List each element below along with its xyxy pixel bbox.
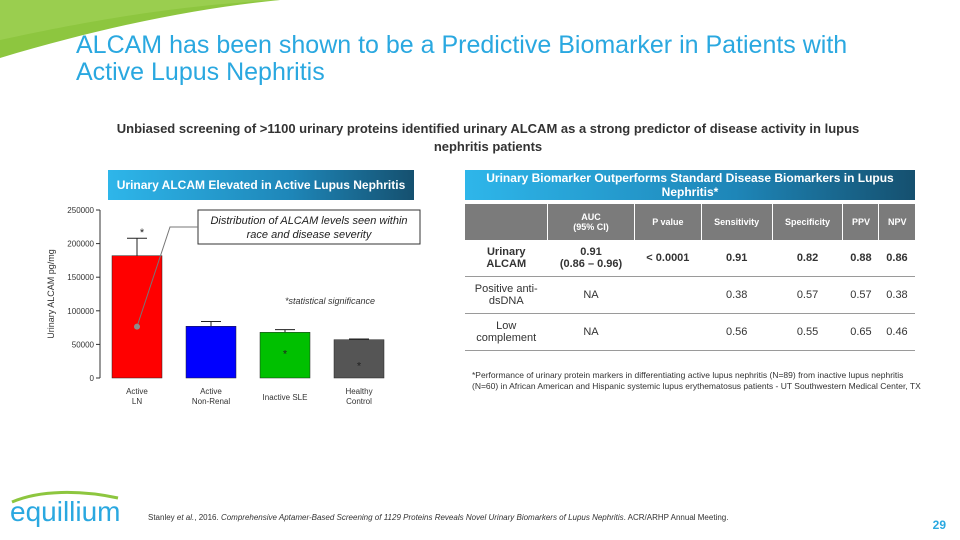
x-tick-label: Control [346, 397, 372, 406]
y-tick-label: 50000 [71, 340, 94, 350]
callout-text-line: Distribution of ALCAM levels seen within [210, 215, 408, 227]
x-tick-label: Active [200, 387, 222, 396]
left-panel-banner: Urinary ALCAM Elevated in Active Lupus Nephritis [108, 170, 414, 200]
x-tick-label: Active [126, 387, 148, 396]
x-tick-label: Inactive SLE [262, 393, 308, 402]
y-tick-label: 150000 [67, 273, 94, 283]
row-name: Low complement [465, 314, 548, 351]
logo-swoosh-icon [10, 490, 120, 504]
significance-marker: * [139, 227, 145, 240]
cell-npv: 0.86 [879, 240, 915, 277]
cell-sensitivity: 0.38 [701, 277, 772, 314]
cell-p-value [635, 277, 702, 314]
slide-title: ALCAM has been shown to be a Predictive Biomarker in Patients with Active Lupus Nephritis [76, 31, 848, 86]
y-axis-label: Urinary ALCAM pg/mg [46, 249, 56, 339]
table-header-row [465, 204, 915, 240]
significance-marker: * [282, 348, 288, 361]
cell-auc: NA [548, 277, 635, 314]
row-name: Urinary ALCAM [465, 240, 548, 277]
cell-specificity: 0.82 [772, 240, 843, 277]
header-specificity: Specificity [772, 204, 843, 240]
x-tick-label: LN [131, 397, 143, 406]
y-tick-label: 100000 [67, 306, 94, 316]
chart-annotation: *statistical significance [285, 296, 376, 306]
cell-p-value [635, 314, 702, 351]
cell-npv: 0.38 [879, 277, 915, 314]
cell-ppv: 0.65 [843, 314, 879, 351]
x-tick-label: Non-Renal [191, 397, 231, 406]
header-blank [465, 204, 548, 240]
equillium-logo [10, 496, 121, 528]
cell-ppv: 0.88 [843, 240, 879, 277]
header-sensitivity: Sensitivity [701, 204, 772, 240]
y-tick-label: 200000 [67, 239, 94, 249]
header-p-value: P value [635, 204, 702, 240]
table-footnote: *Performance of urinary protein markers in differentiating active lupus nephritis (N=89) from inactive lupus nephritis (N=60) in African American and Hispanic systemic lupus erythematosus patients - UT Southwestern Medical Center, TX [472, 370, 921, 391]
cell-p-value: < 0.0001 [635, 240, 702, 277]
cell-sensitivity: 0.56 [701, 314, 772, 351]
significance-marker: * [356, 360, 362, 373]
page-number: 29 [932, 518, 946, 532]
logo-text: equillium [10, 496, 121, 527]
cell-npv: 0.46 [879, 314, 915, 351]
table-row [465, 277, 915, 314]
alcam-bar-chart [40, 200, 440, 410]
header-ppv: PPV [843, 204, 879, 240]
slide-subtitle: Unbiased screening of >1100 urinary proteins identified urinary ALCAM as a strong predictor of disease activity in lupus nephritis patients [116, 121, 860, 154]
table-row [465, 314, 915, 351]
cell-auc: NA [548, 314, 635, 351]
callout-point [134, 324, 140, 330]
cell-ppv: 0.57 [843, 277, 879, 314]
y-tick-label: 250000 [67, 206, 94, 215]
header-npv: NPV [879, 204, 915, 240]
cell-specificity: 0.55 [772, 314, 843, 351]
header-auc: AUC (95% CI) [548, 204, 635, 240]
biomarker-table [465, 204, 915, 351]
row-name: Positive anti- dsDNA [465, 277, 548, 314]
x-tick-label: Healthy [345, 387, 373, 396]
cell-sensitivity: 0.91 [701, 240, 772, 277]
cell-specificity: 0.57 [772, 277, 843, 314]
table-row [465, 240, 915, 277]
citation: Stanley et al., 2016. Comprehensive Aptamer-Based Screening of 1129 Proteins Reveals Novel Urinary Biomarkers of Lupus Nephritis. ACR/ARHP Annual Meeting. [148, 513, 729, 522]
y-tick-label: 0 [89, 374, 94, 383]
right-panel-banner: Urinary Biomarker Outperforms Standard Disease Biomarkers in Lupus Nephritis* [465, 170, 915, 200]
callout-text-line: race and disease severity [246, 229, 372, 241]
cell-auc: 0.91 (0.86 – 0.96) [548, 240, 635, 277]
bar-1 [186, 326, 236, 378]
